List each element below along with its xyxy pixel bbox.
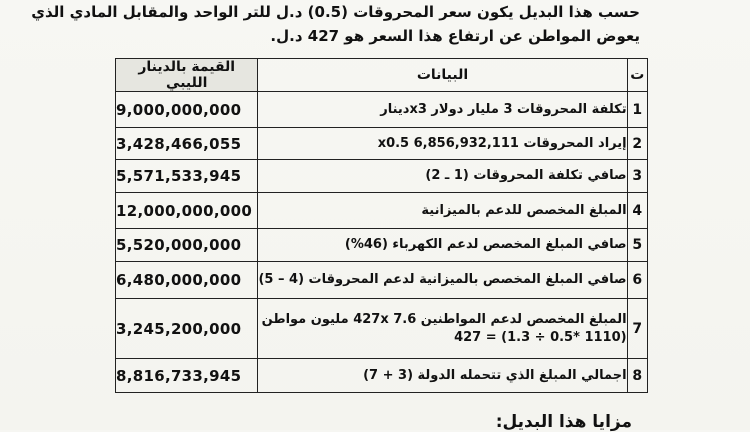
intro-paragraph xyxy=(31,0,640,48)
table-row xyxy=(116,299,648,359)
row-description xyxy=(258,229,627,262)
row-number: 3 xyxy=(627,160,647,193)
row-value: 3,428,466,055 xyxy=(116,128,258,160)
table-row xyxy=(116,92,648,128)
row-number: 6 xyxy=(627,262,647,299)
row-value: 3,245,200,000 xyxy=(116,299,258,359)
row-description-line: اجمالي المبلغ الذي تتحمله الدولة (3 + 7) xyxy=(363,367,627,383)
row-number: 2 xyxy=(627,128,647,160)
row-description xyxy=(258,193,627,229)
intro-line-1: حسب هذا البديل يكون سعر المحروقات (0.5) د.ل للتر الواحد والمقابل المادي الذي xyxy=(31,3,640,21)
header-number: ت xyxy=(627,59,647,92)
row-number: 5 xyxy=(627,229,647,262)
section-heading-advantages: مزايا هذا البديل: xyxy=(495,412,632,432)
row-number: 7 xyxy=(627,299,647,359)
row-description xyxy=(258,160,627,193)
row-value: 5,571,533,945 xyxy=(116,160,258,193)
row-description-line: (1110 *0.5 ÷ 1.3) = 427 xyxy=(454,329,627,345)
row-value: 6,480,000,000 xyxy=(116,262,258,299)
row-description-line: صافي المبلغ المخصص بالميزانية لدعم المحروقات (4 – 5) xyxy=(258,272,627,287)
header-description: البيانات xyxy=(258,59,627,92)
row-number: 1 xyxy=(627,92,647,128)
row-description xyxy=(258,359,627,393)
row-value: 5,520,000,000 xyxy=(116,229,258,262)
row-description-line: صافي المبلغ المخصص لدعم الكهرباء (46%) xyxy=(344,237,627,252)
row-description-line: المبلغ المخصص لدعم المواطنين 427x 7.6 مليون مواطن xyxy=(261,311,627,327)
row-value: 8,816,733,945 xyxy=(116,359,258,393)
table-row xyxy=(116,359,648,393)
table-row xyxy=(116,262,648,299)
row-description xyxy=(258,262,627,299)
row-description xyxy=(258,299,627,359)
header-value: القيمة بالدينار الليبي xyxy=(116,59,258,92)
intro-line-2: يعوض المواطن عن ارتفاع هذا السعر هو 427 د.ل. xyxy=(270,27,640,45)
table-body xyxy=(116,92,648,393)
table-row xyxy=(116,128,648,160)
row-value: 12,000,000,000 xyxy=(116,193,258,229)
table-row xyxy=(116,229,648,262)
row-description-line: إيراد المحروقات 6,856,932,111 x0.5 xyxy=(377,135,627,151)
row-description xyxy=(258,92,627,128)
fuel-subsidy-table xyxy=(115,58,648,393)
row-number: 4 xyxy=(627,193,647,229)
row-value: 9,000,000,000 xyxy=(116,92,258,128)
row-number: 8 xyxy=(627,359,647,393)
table-row xyxy=(116,160,648,193)
table-row xyxy=(116,193,648,229)
row-description-line: المبلغ المخصص للدعم بالميزانية xyxy=(421,202,627,218)
row-description xyxy=(258,128,627,160)
table-header-row xyxy=(116,59,648,92)
row-description-line: صافي تكلفة المحروقات (1 ـ 2) xyxy=(425,168,627,183)
row-description-line: تكلفة المحروقات 3 مليار دولار x3دينار xyxy=(380,101,627,117)
